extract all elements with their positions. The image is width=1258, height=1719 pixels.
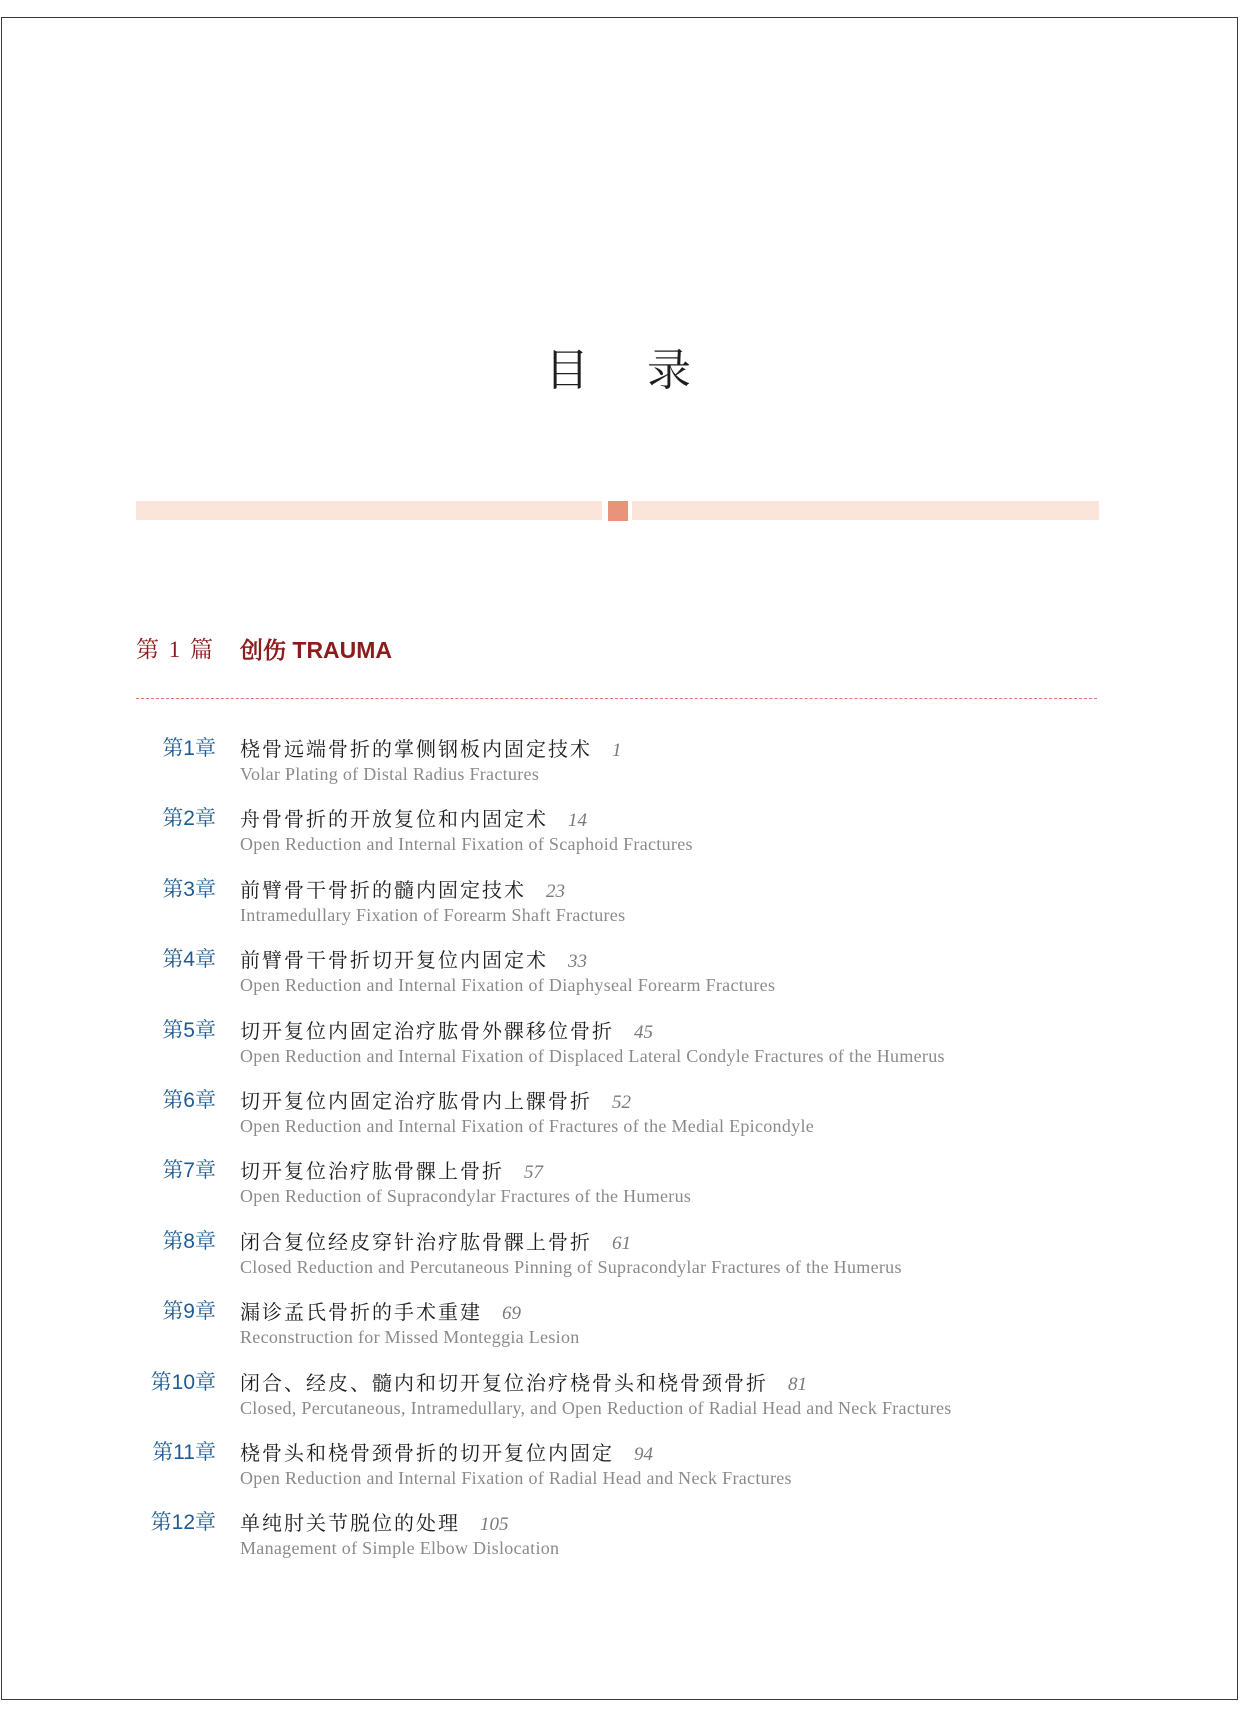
chapter-title-zh: 桡骨远端骨折的掌侧钢板内固定技术 — [240, 737, 592, 761]
chapter-title-en: Reconstruction for Missed Monteggia Lesion — [240, 1327, 580, 1348]
decorative-bar-left — [136, 501, 602, 520]
chapter-title-en: Open Reduction and Internal Fixation of Diaphyseal Forearm Fractures — [240, 975, 776, 996]
toc-entry — [120, 805, 1220, 875]
chapter-title-zh: 切开复位内固定治疗肱骨外髁移位骨折 — [240, 1018, 614, 1043]
chapter-number: 第11章 — [152, 1440, 216, 1464]
chapter-number: 第12章 — [150, 1511, 216, 1535]
chapter-number: 第4章 — [162, 948, 216, 972]
toc-entry — [120, 1369, 1220, 1439]
toc-entry — [120, 946, 1220, 1016]
toc-entry — [120, 1298, 1220, 1368]
chapter-title-en: Closed Reduction and Percutaneous Pinning of Supracondylar Fractures of the Humerus — [240, 1256, 902, 1277]
chapter-title-en: Open Reduction and Internal Fixation of Radial Head and Neck Fractures — [240, 1467, 792, 1488]
page-number: 1 — [612, 740, 622, 761]
part-header — [136, 635, 1096, 665]
chapter-title-zh: 前臂骨干骨折的髓内固定技术 — [240, 877, 526, 902]
page-number: 52 — [612, 1091, 631, 1113]
chapter-number: 第7章 — [162, 1159, 216, 1183]
chapter-title-zh: 闭合复位经皮穿针治疗肱骨髁上骨折 — [240, 1229, 592, 1254]
chapter-title-zh: 单纯肘关节脱位的处理 — [240, 1511, 460, 1536]
toc-entry — [120, 876, 1220, 946]
chapter-title-zh: 闭合、经皮、髓内和切开复位治疗桡骨头和桡骨颈骨折 — [240, 1370, 768, 1395]
decorative-bar-right — [632, 501, 1099, 520]
page-title: 目 录 — [545, 345, 691, 396]
chapter-list — [120, 735, 1220, 1580]
toc-entry — [120, 1087, 1220, 1157]
chapter-title-zh: 桡骨头和桡骨颈骨折的切开复位内固定 — [240, 1440, 614, 1465]
chapter-title-en: Intramedullary Fixation of Forearm Shaft Fractures — [240, 904, 626, 925]
chapter-title-zh: 前臂骨干骨折切开复位内固定术 — [240, 948, 548, 973]
toc-entry — [120, 1509, 1220, 1579]
chapter-number: 第2章 — [162, 807, 216, 831]
chapter-number: 第9章 — [162, 1300, 216, 1324]
chapter-title-zh: 舟骨骨折的开放复位和内固定术 — [240, 807, 548, 832]
page-number: 81 — [788, 1373, 807, 1395]
chapter-title-zh: 漏诊孟氏骨折的手术重建 — [240, 1300, 482, 1325]
chapter-number: 第1章 — [162, 737, 216, 760]
page-number: 94 — [634, 1443, 653, 1465]
dashed-divider — [136, 698, 1097, 699]
toc-entry — [120, 735, 1220, 805]
page-number: 23 — [546, 880, 565, 902]
chapter-number: 第8章 — [162, 1229, 216, 1253]
chapter-title-en: Volar Plating of Distal Radius Fractures — [240, 764, 540, 784]
page-number: 69 — [502, 1303, 521, 1325]
chapter-title-en: Open Reduction and Internal Fixation of Fractures of the Medial Epicondyle — [240, 1115, 815, 1136]
part-number: 第 1 篇 — [136, 637, 215, 662]
toc-entry — [120, 1157, 1220, 1227]
chapter-number: 第5章 — [162, 1018, 216, 1042]
chapter-title-en: Open Reduction and Internal Fixation of Scaphoid Fractures — [240, 834, 693, 855]
chapter-number: 第3章 — [162, 877, 216, 901]
toc-entry — [120, 1228, 1220, 1298]
page-number: 33 — [568, 951, 587, 973]
page-number: 57 — [524, 1162, 543, 1184]
chapter-title-en: Open Reduction and Internal Fixation of Displaced Lateral Condyle Fractures of the Humerus — [240, 1045, 945, 1066]
page-number: 14 — [568, 810, 587, 832]
chapter-number: 第6章 — [162, 1088, 216, 1112]
toc-entry — [120, 1439, 1220, 1509]
toc-entry — [120, 1017, 1220, 1087]
part-title: 创伤 TRAUMA — [240, 637, 393, 663]
chapter-number: 第10章 — [150, 1370, 216, 1394]
decorative-square — [608, 501, 628, 521]
chapter-title-zh: 切开复位治疗肱骨髁上骨折 — [240, 1159, 504, 1184]
page-number: 105 — [480, 1514, 509, 1536]
chapter-title-en: Closed, Percutaneous, Intramedullary, and Open Reduction of Radial Head and Neck Fractures — [240, 1397, 952, 1418]
chapter-title-en: Open Reduction of Supracondylar Fractures of the Humerus — [240, 1186, 692, 1207]
page-number: 45 — [634, 1021, 653, 1043]
page-number: 61 — [612, 1232, 631, 1254]
chapter-title-zh: 切开复位内固定治疗肱骨内上髁骨折 — [240, 1088, 592, 1113]
chapter-title-en: Management of Simple Elbow Dislocation — [240, 1538, 560, 1559]
